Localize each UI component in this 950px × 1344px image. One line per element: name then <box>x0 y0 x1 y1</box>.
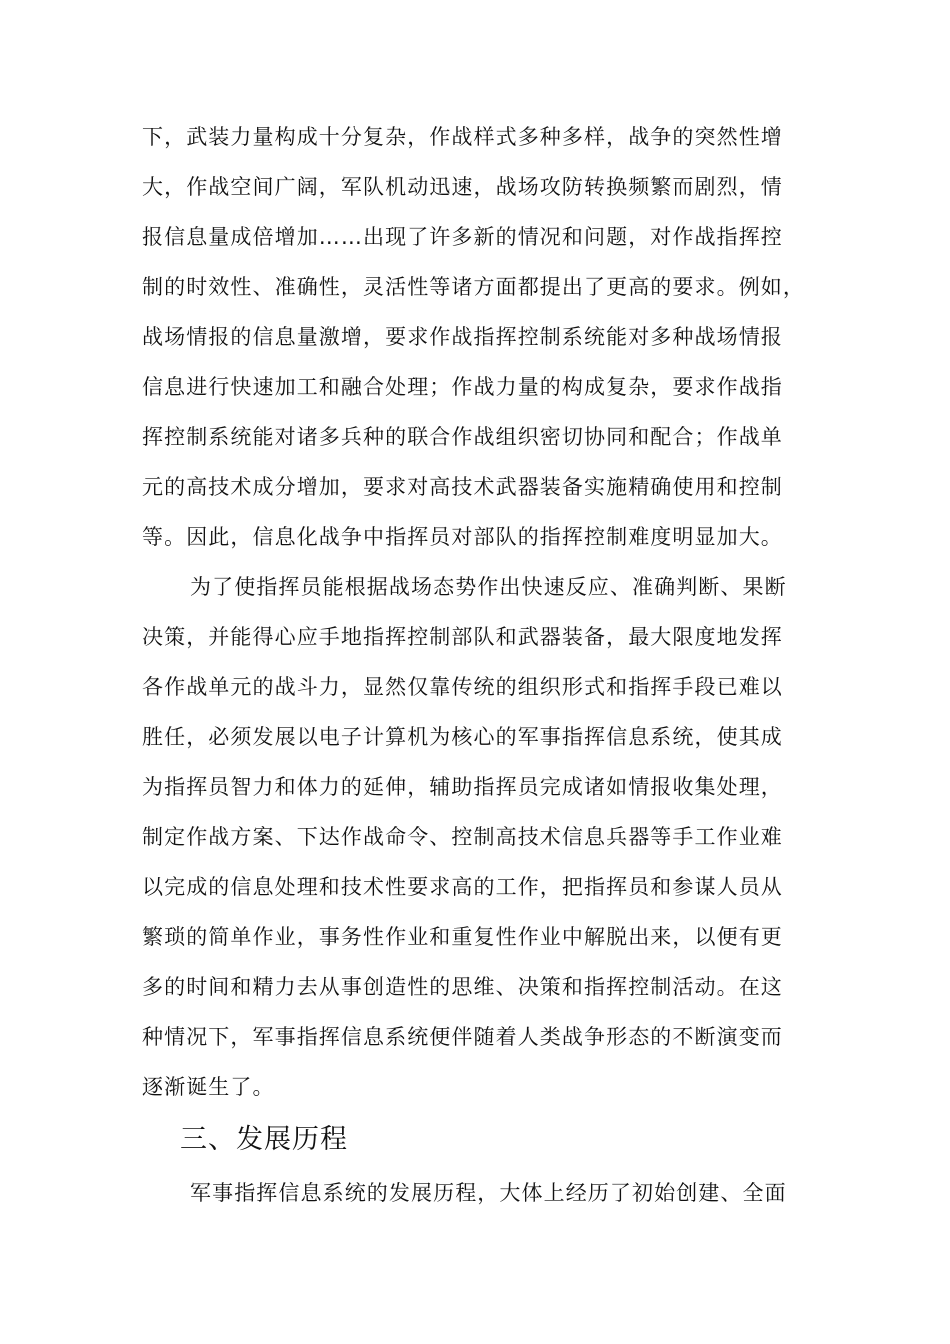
paragraph-1-line-9: 等。因此，信息化战争中指挥员对部队的指挥控制难度明显加大。 <box>142 525 783 549</box>
paragraph-2-line-9: 多的时间和精力去从事创造性的思维、决策和指挥控制活动。在这 <box>142 975 783 999</box>
paragraph-3-line-1: 军事指挥信息系统的发展历程，大体上经历了初始创建、全面 <box>190 1181 787 1205</box>
paragraph-2-line-6: 制定作战方案、下达作战命令、控制高技术信息兵器等手工作业难 <box>142 825 783 849</box>
paragraph-2-line-7: 以完成的信息处理和技术性要求高的工作，把指挥员和参谋人员从 <box>142 875 783 899</box>
paragraph-2-line-11: 逐渐诞生了。 <box>142 1075 275 1099</box>
section-heading: 三、发展历程 <box>180 1124 348 1155</box>
paragraph-2-line-8: 繁琐的简单作业，事务性作业和重复性作业中解脱出来，以便有更 <box>142 925 783 949</box>
paragraph-2-line-2: 决策，并能得心应手地指挥控制部队和武器装备，最大限度地发挥 <box>142 625 783 649</box>
paragraph-1-line-4: 制的时效性、准确性，灵活性等诸方面都提出了更高的要求。例如， <box>142 275 805 299</box>
paragraph-1-line-1: 下，武装力量构成十分复杂，作战样式多种多样，战争的突然性增 <box>142 125 783 149</box>
paragraph-1-line-3: 报信息量成倍增加……出现了许多新的情况和问题，对作战指挥控 <box>142 225 783 249</box>
paragraph-2-line-5: 为指挥员智力和体力的延伸，辅助指挥员完成诸如情报收集处理， <box>142 775 783 799</box>
paragraph-2-line-4: 胜任，必须发展以电子计算机为核心的军事指挥信息系统，使其成 <box>142 725 783 749</box>
paragraph-1-line-7: 挥控制系统能对诸多兵种的联合作战组织密切协同和配合；作战单 <box>142 425 783 449</box>
paragraph-2-line-10: 种情况下，军事指挥信息系统便伴随着人类战争形态的不断演变而 <box>142 1025 783 1049</box>
paragraph-2-line-3: 各作战单元的战斗力，显然仅靠传统的组织形式和指挥手段已难以 <box>142 675 783 699</box>
paragraph-1-line-6: 信息进行快速加工和融合处理；作战力量的构成复杂，要求作战指 <box>142 375 783 399</box>
paragraph-1-line-2: 大，作战空间广阔，军队机动迅速，战场攻防转换频繁而剧烈，情 <box>142 175 783 199</box>
paragraph-1-line-5: 战场情报的信息量激增，要求作战指挥控制系统能对多种战场情报 <box>142 325 783 349</box>
paragraph-2-line-1: 为了使指挥员能根据战场态势作出快速反应、准确判断、果断 <box>190 575 787 599</box>
paragraph-1-line-8: 元的高技术成分增加，要求对高技术武器装备实施精确使用和控制 <box>142 475 783 499</box>
